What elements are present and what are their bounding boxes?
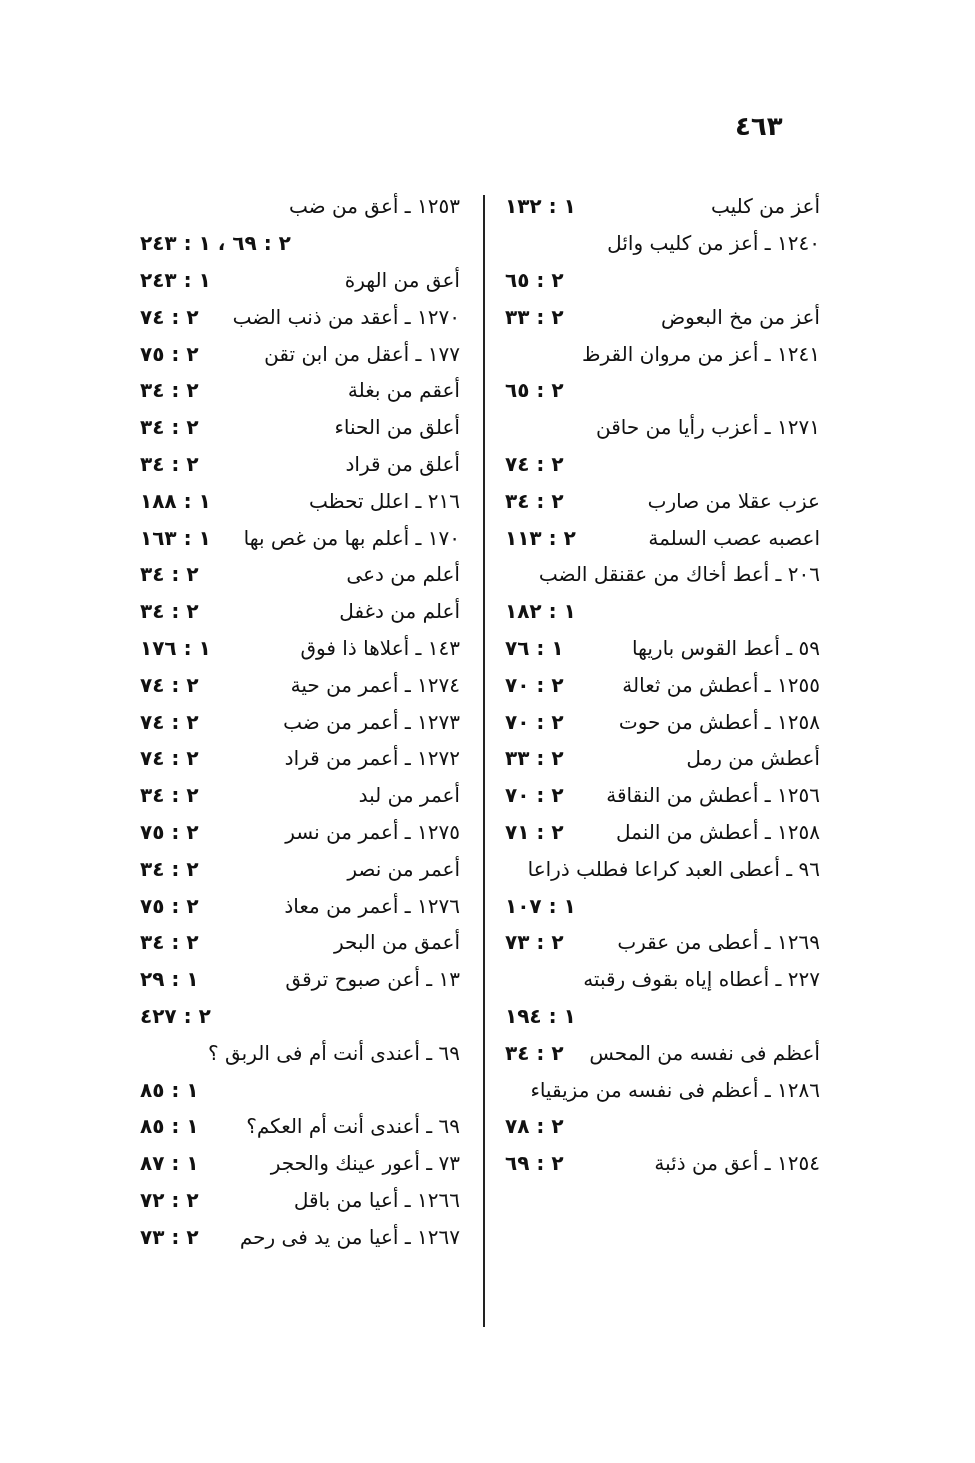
- entry-text: ١٢٥٥ ـ أعطش من ثعالة: [622, 672, 820, 697]
- entry-reference: ٢ : ٧٥: [140, 341, 199, 366]
- index-entry: [140, 1108, 460, 1145]
- entry-text: أعق من الهرة: [344, 267, 460, 292]
- entry-reference: ٢ : ٣٣: [505, 746, 564, 771]
- entry-reference: ٢ : ٧٤: [505, 451, 564, 476]
- entry-reference: ١ : ١٨٢: [505, 599, 576, 624]
- index-entry: [505, 703, 820, 740]
- entry-text: ٦٩ ـ أعندى أنت أم العكم؟: [246, 1114, 460, 1139]
- column-divider: [483, 195, 485, 1327]
- index-entry: [505, 1145, 820, 1182]
- entry-text: ٧٣ ـ أعور عينك والحجر: [270, 1151, 460, 1176]
- entry-reference: ٢ : ٧٣: [140, 1224, 199, 1249]
- entry-text: عزب عقلا من صارب: [647, 488, 820, 513]
- index-entry: [505, 850, 820, 887]
- entry-reference: ١ : ٢٤٣: [140, 267, 211, 292]
- entry-text: ١٢٦٩ ـ أعطى من عقرب: [617, 930, 820, 955]
- index-entry: [505, 335, 820, 372]
- entry-text: ١٣ ـ أعن صبوح ترقق: [285, 967, 460, 992]
- index-entry: [505, 446, 820, 483]
- entry-text: ١٢٥٦ ـ أعطش من النقاقة: [606, 783, 820, 808]
- index-entry: [140, 262, 460, 299]
- entry-text: أعلق من الحناء: [334, 415, 460, 440]
- entry-text: أعمر من لبد: [358, 783, 460, 808]
- index-entry: [505, 814, 820, 851]
- index-entry: [505, 593, 820, 630]
- index-entry: [505, 409, 820, 446]
- index-entry: [505, 188, 820, 225]
- entry-reference: ١ : ٨٧: [140, 1151, 199, 1176]
- entry-text: ١٢٨٦ ـ أعظم فى نفسه من مزيقياء: [530, 1077, 820, 1102]
- index-column-left: [140, 188, 460, 1255]
- entry-text: اعصبه عصب السلمة: [648, 525, 820, 550]
- entry-text: ٢٢٧ ـ أعطاه إياه بقوف رقبته: [583, 967, 820, 992]
- index-entry: [505, 1034, 820, 1071]
- entry-text: ١٢٥٨ ـ أعطش من النمل: [616, 819, 820, 844]
- index-entry: [505, 519, 820, 556]
- entry-text: ٢٠٦ ـ أعط أخاك من عقنقل الضب: [538, 562, 820, 587]
- entry-reference: ٢ : ٧٤: [140, 709, 199, 734]
- entry-reference: ٢ : ٣٣: [505, 304, 564, 329]
- index-entry: [140, 1145, 460, 1182]
- entry-reference: ٢ : ٧٥: [140, 819, 199, 844]
- entry-text: أعمق من البحر: [333, 930, 460, 955]
- entry-text: أعز من مخ البعوض: [660, 304, 820, 329]
- entry-reference: ١ : ١٩٤: [505, 1003, 576, 1028]
- entry-reference: ٢ : ٧٠: [505, 783, 564, 808]
- entry-reference: ٢ : ٧٤: [140, 304, 199, 329]
- index-entry: [140, 814, 460, 851]
- entry-text: ١٢٧٤ ـ أعمر من حية: [290, 672, 460, 697]
- entry-text: ١٢٧٣ ـ أعمر من ضب: [283, 709, 460, 734]
- entry-text: ٩٦ ـ أعطى العبد كراعا فطلب ذراعا: [527, 856, 820, 881]
- entry-text: ١٧٠ ـ أعلم بها من غص بها: [243, 525, 460, 550]
- entry-reference: ٢ : ٦٩: [505, 1151, 564, 1176]
- index-entry: [140, 556, 460, 593]
- entry-text: أعمر من نصر: [347, 856, 460, 881]
- entry-reference: ٢ : ٧٠: [505, 709, 564, 734]
- index-entry: [140, 703, 460, 740]
- index-entry: [505, 777, 820, 814]
- entry-reference: ٢ : ٣٤: [140, 562, 199, 587]
- index-entry: [140, 1218, 460, 1255]
- entry-reference: ٢ : ٣٤: [140, 930, 199, 955]
- entry-reference: ٢ : ٣٤: [140, 856, 199, 881]
- entry-text: ١٢٧١ ـ أعزب رأيا من حاقن: [595, 415, 820, 440]
- entry-text: ١٢٥٤ ـ أعق من ذئبة: [654, 1151, 820, 1176]
- entry-text: أعز من كليب: [711, 194, 820, 219]
- index-entry: [140, 225, 460, 262]
- entry-text: أعظم فى نفسه من المحس: [589, 1040, 820, 1065]
- index-entry: [505, 887, 820, 924]
- entry-reference: ٢ : ٧٣: [505, 930, 564, 955]
- index-entry: [505, 262, 820, 299]
- entry-reference: ٢ : ٧٤: [140, 746, 199, 771]
- index-entry: [140, 887, 460, 924]
- entry-text: أعلق من قراد: [345, 451, 460, 476]
- entry-reference: ٢ : ٣٤: [505, 1040, 564, 1065]
- index-entry: [140, 446, 460, 483]
- index-entry: [140, 666, 460, 703]
- entry-reference: ١ : ٢٩: [140, 967, 199, 992]
- index-entry: [140, 924, 460, 961]
- entry-reference: ٢ : ٣٤: [140, 599, 199, 624]
- index-entry: [505, 998, 820, 1035]
- entry-text: أعطش من رمل: [686, 746, 820, 771]
- entry-text: ١٢٧٢ ـ أعمر من قراد: [284, 746, 460, 771]
- index-entry: [505, 1108, 820, 1145]
- index-entry: [140, 740, 460, 777]
- entry-text: ١٧٧ ـ أعقل من ابن تقن: [264, 341, 460, 366]
- entry-text: ١٢٧٥ ـ أعمر من نسر: [285, 819, 460, 844]
- entry-text: ١٢٧٦ ـ أعمر من معاذ: [284, 893, 460, 918]
- index-entry: [505, 924, 820, 961]
- index-entry: [140, 777, 460, 814]
- index-entry: [505, 298, 820, 335]
- entry-reference: ١ : ٨٥: [140, 1114, 199, 1139]
- index-entry: [140, 482, 460, 519]
- entry-reference: ٢ : ٣٤: [140, 783, 199, 808]
- entry-text: أعقم من بغلة: [347, 378, 460, 403]
- entry-reference: ٢ : ٣٤: [140, 451, 199, 476]
- entry-text: ١٢٥٨ ـ أعطش من حوت: [618, 709, 820, 734]
- entry-reference: ٢ : ٣٤: [140, 415, 199, 440]
- index-entry: [140, 409, 460, 446]
- entry-reference: ٢ : ٧١: [505, 819, 564, 844]
- entry-text: أعلم من دعى: [346, 562, 460, 587]
- index-column-right: [505, 188, 820, 1182]
- index-entry: [140, 372, 460, 409]
- index-entry: [505, 225, 820, 262]
- index-entry: [505, 630, 820, 667]
- entry-text: ١٢٤١ ـ أعز من مروان القرظ: [581, 341, 820, 366]
- index-entry: [505, 372, 820, 409]
- index-entry: [140, 188, 460, 225]
- entry-text: ٥٩ ـ أعط القوس باريها: [632, 635, 820, 660]
- entry-reference: ٢ : ١١٣: [505, 525, 576, 550]
- index-entry: [505, 482, 820, 519]
- entry-reference: ٢ : ٦٥: [505, 378, 564, 403]
- entry-reference: ٢ : ٧٨: [505, 1114, 564, 1139]
- index-entry: [505, 556, 820, 593]
- index-entry: [140, 519, 460, 556]
- index-entry: [140, 850, 460, 887]
- entry-text: ١٢٧٠ ـ أعقد من ذنب الضب: [232, 304, 460, 329]
- index-entry: [505, 740, 820, 777]
- entry-reference: ١ : ١٦٣: [140, 525, 211, 550]
- entry-text: ١٢٤٠ ـ أعز من كليب وائل: [607, 231, 820, 256]
- entry-reference: ٢ : ٦٥: [505, 267, 564, 292]
- index-entry: [140, 335, 460, 372]
- entry-text: ١٢٦٦ ـ أعيا من باقل: [293, 1187, 460, 1212]
- entry-reference: ١ : ٨٥: [140, 1077, 199, 1102]
- entry-reference: ١ : ١٨٨: [140, 488, 211, 513]
- index-entry: [140, 1071, 460, 1108]
- index-entry: [505, 1071, 820, 1108]
- entry-reference: ٢ : ٣٤: [505, 488, 564, 513]
- entry-text: ١٢٥٣ ـ أعق من ضب: [289, 194, 460, 219]
- entry-text: أعلم من دغفل: [339, 599, 460, 624]
- entry-text: ١٤٣ ـ أعلاها ذا فوق: [300, 635, 460, 660]
- index-entry: [505, 666, 820, 703]
- entry-reference: ١ : ١٠٧: [505, 893, 576, 918]
- index-entry: [140, 1182, 460, 1219]
- entry-reference: ٢ : ٧٠: [505, 672, 564, 697]
- index-entry: [140, 998, 460, 1035]
- entry-reference: ١ : ٧٦: [505, 635, 564, 660]
- index-entry: [140, 593, 460, 630]
- entry-reference: ٢ : ٤٢٧: [140, 1003, 211, 1028]
- entry-reference: ١ : ١٣٢: [505, 194, 576, 219]
- index-entry: [140, 961, 460, 998]
- entry-text: ٢١٦ ـ اعلل تحظب: [309, 488, 460, 513]
- entry-reference: ٢ : ٧٢: [140, 1187, 199, 1212]
- entry-text: ٦٩ ـ أعندى أنت أم فى الربق ؟: [207, 1040, 460, 1065]
- entry-reference: ٢ : ٣٤: [140, 378, 199, 403]
- index-entry: [140, 1034, 460, 1071]
- index-entry: [140, 630, 460, 667]
- entry-reference: ٢ : ٧٥: [140, 893, 199, 918]
- entry-text: ١٢٦٧ ـ أعيا من يد فى رحم: [239, 1224, 460, 1249]
- entry-reference: ٢ : ٦٩ ، ١ : ٢٤٣: [140, 231, 291, 256]
- entry-reference: ٢ : ٧٤: [140, 672, 199, 697]
- entry-reference: ١ : ١٧٦: [140, 635, 211, 660]
- index-entry: [140, 298, 460, 335]
- page-number: ٤٦٣: [735, 112, 783, 142]
- index-entry: [505, 961, 820, 998]
